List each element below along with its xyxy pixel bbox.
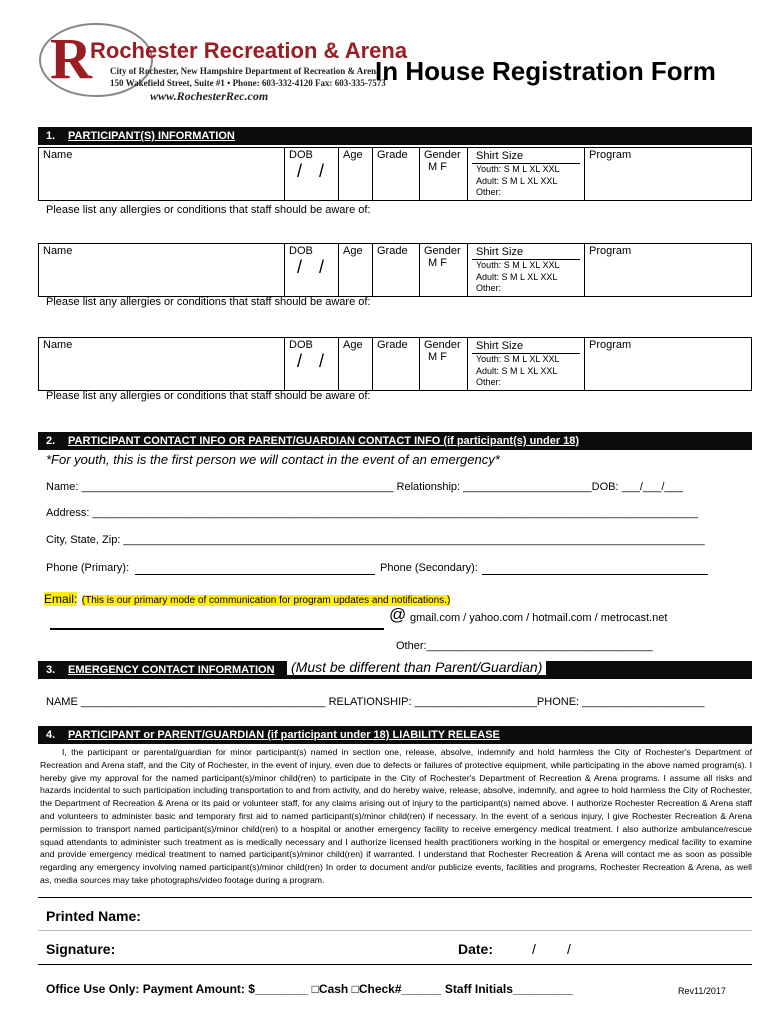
liability-paragraph: I, the participant or parental/guardian for minor participant(s) named in section one, release, absolve, indemnify and hold harmless the City of Rochester's Department of Recreation and Arena staff, and the City of Rochester, in the event of injury, even due to defects or failures of protective equipment, while participating in the above named program(s). I hereby give my approval for the named participant(s)/minor child(ren) to participate in the City of Rochester's Department of Recreation & Arena programs. I assume all risks and hazards incidental to such participation including transportation to and from activity, and do hereby waive, release, absolve, indemnify, and agree to hold harmless the City of Rochester, the Department of Recreation & Arena or its paid or volunteer staff, for any claims arising out of injury to the participant(s) named above. I authorize Rochester Recreation & Arena staff and volunteers to administer basic and temporary first aid to named participant(s)/minor child(ren) if necessary. In the event of a serious injury, I give Rochester Recreation & Arena permission to transport named participant(s)/minor child(ren) to a hospital or another emergency facility to receive emergency medical treatment. I also authorize ambulance/rescue squad attendants to administer such treatment as is medically necessary and I authorize licensed health practitioners working in the hospital or emergency medical facility to examine and provide emergency medical treatment to named participant(s)/minor child(ren) if warranted. I understand that Rochester Recreation & Arena will contact me as soon as possible regarding any emergency involving named participant(s)/minor child(ren) In order to document and/or publicize events, facilities and programs, Rochester Recreation & Arena, as well as, media sources may take photographs/video footage during a program.	[40, 747, 752, 885]
phone-secondary-label: Phone (Secondary):	[380, 562, 478, 574]
shirt-size-field[interactable]	[468, 148, 585, 201]
program-label: Program	[589, 245, 632, 257]
signature-box-bottom	[38, 964, 752, 965]
program-field[interactable]	[585, 338, 752, 391]
shirt-size-field[interactable]	[468, 338, 585, 391]
dob-label: DOB	[289, 149, 313, 161]
grade-label: Grade	[377, 339, 408, 351]
age-field[interactable]	[339, 338, 373, 391]
dob-label: DOB	[289, 245, 313, 257]
name-label: Name	[43, 149, 73, 161]
gender-label: Gender	[424, 339, 461, 351]
phone-primary-field[interactable]	[135, 574, 375, 575]
gender-field[interactable]	[420, 244, 468, 297]
dob-label: DOB	[289, 339, 313, 351]
shirt-adult: Adult: S M L XL XXL	[476, 271, 558, 282]
gender-options: M F	[428, 351, 447, 363]
dob-slashes: / /	[297, 257, 331, 277]
shirt-size-label: Shirt Size	[472, 149, 580, 164]
section2-number: 2.	[46, 435, 56, 447]
dob-field[interactable]	[285, 338, 339, 391]
section1-title: PARTICIPANT(S) INFORMATION	[68, 130, 235, 142]
logo-url: www.RochesterRec.com	[150, 89, 269, 103]
date-label[interactable]: Date:	[458, 941, 494, 957]
signature-label[interactable]: Signature:	[46, 941, 116, 957]
gender-label: Gender	[424, 149, 461, 161]
email-label: Email:	[44, 592, 78, 606]
grade-field[interactable]	[373, 148, 420, 201]
email-other-line[interactable]: Other:_____________________________________	[396, 640, 653, 652]
shirt-youth: Youth: S M L XL XXL	[476, 354, 560, 364]
participant-table-3	[38, 337, 752, 391]
shirt-youth: Youth: S M L XL XXL	[476, 260, 560, 270]
email-domains[interactable]: gmail.com / yahoo.com / hotmail.com / metrocast.net	[410, 612, 668, 624]
email-field[interactable]	[50, 628, 384, 630]
signature-box-top	[38, 897, 752, 898]
section4-header	[38, 726, 752, 744]
age-label: Age	[343, 339, 363, 351]
section1-number: 1.	[46, 130, 56, 142]
shirt-size-label: Shirt Size	[472, 339, 580, 354]
logo-subtitle: City of Rochester, New Hampshire Department of Recreation & Arena	[110, 66, 381, 76]
allergy-prompt-1[interactable]: Please list any allergies or conditions that staff should be aware of:	[46, 204, 371, 216]
liability-release-text	[40, 746, 752, 887]
grade-label: Grade	[377, 245, 408, 257]
signature-divider	[38, 930, 752, 931]
section1-header	[38, 127, 752, 145]
program-label: Program	[589, 149, 632, 161]
printed-name-label[interactable]: Printed Name:	[46, 908, 141, 924]
dob-field[interactable]	[285, 244, 339, 297]
name-field[interactable]	[39, 244, 285, 297]
section4-title: PARTICIPANT or PARENT/GUARDIAN (if participant under 18) LIABILITY RELEASE	[68, 729, 500, 741]
dob-slashes: / /	[297, 351, 331, 371]
gender-field[interactable]	[420, 148, 468, 201]
emergency-contact-line[interactable]: NAME ________________________________________ RELATIONSHIP: ____________________PHONE: ____________________	[46, 696, 705, 708]
emergency-contact-note: *For youth, this is the first person we will contact in the event of an emergency*	[46, 452, 500, 467]
office-use-line[interactable]: Office Use Only: Payment Amount: $________ □Cash □Check#______ Staff Initials_________	[46, 982, 573, 996]
allergy-prompt-2[interactable]: Please list any allergies or conditions that staff should be aware of:	[46, 296, 371, 308]
age-field[interactable]	[339, 148, 373, 201]
grade-field[interactable]	[373, 338, 420, 391]
contact-name-line[interactable]: Name: ___________________________________________________ Relationship: _____________________DOB: ___/___/___	[46, 481, 683, 493]
logo-address: 150 Wakefield Street, Suite #1 • Phone: 603-332-4120 Fax: 603-335-7573	[110, 78, 386, 88]
shirt-size-field[interactable]	[468, 244, 585, 297]
name-field[interactable]	[39, 338, 285, 391]
name-label: Name	[43, 245, 73, 257]
participant-table-2	[38, 243, 752, 297]
section3-note: (Must be different than Parent/Guardian)	[287, 659, 546, 675]
svg-text:R: R	[50, 26, 92, 91]
email-note: (This is our primary mode of communication for program updates and notifications.)	[81, 595, 451, 606]
allergy-prompt-3[interactable]: Please list any allergies or conditions that staff should be aware of:	[46, 390, 371, 402]
grade-field[interactable]	[373, 244, 420, 297]
logo-title: Rochester Recreation & Arena	[90, 38, 408, 63]
shirt-adult: Adult: S M L XL XXL	[476, 175, 558, 186]
date-slashes: / /	[532, 941, 571, 957]
age-label: Age	[343, 245, 363, 257]
gender-options: M F	[428, 257, 447, 269]
section3-title: EMERGENCY CONTACT INFORMATION	[68, 664, 275, 676]
phone-primary-label: Phone (Primary):	[46, 562, 130, 574]
dob-field[interactable]	[285, 148, 339, 201]
section2-header	[38, 432, 752, 450]
participant-table-1	[38, 147, 752, 201]
shirt-size-label: Shirt Size	[472, 245, 580, 260]
gender-label: Gender	[424, 245, 461, 257]
name-field[interactable]	[39, 148, 285, 201]
program-field[interactable]	[585, 148, 752, 201]
section4-number: 4.	[46, 729, 56, 741]
dob-slashes: / /	[297, 161, 331, 181]
program-field[interactable]	[585, 244, 752, 297]
address-line[interactable]: Address: ___________________________________________________________________________________________________	[46, 507, 699, 519]
shirt-other: Other:	[476, 187, 502, 197]
section2-title: PARTICIPANT CONTACT INFO OR PARENT/GUARDIAN CONTACT INFO (if participant(s) under 18)	[68, 435, 580, 447]
form-title: In House Registration Form	[375, 56, 716, 86]
shirt-adult: Adult: S M L XL XXL	[476, 365, 558, 376]
gender-field[interactable]	[420, 338, 468, 391]
revision-label: Rev11/2017	[678, 986, 726, 996]
grade-label: Grade	[377, 149, 408, 161]
age-field[interactable]	[339, 244, 373, 297]
age-label: Age	[343, 149, 363, 161]
phone-secondary-field[interactable]	[482, 574, 708, 575]
shirt-other: Other:	[476, 283, 502, 293]
shirt-other: Other:	[476, 377, 502, 387]
gender-options: M F	[428, 161, 447, 173]
program-label: Program	[589, 339, 632, 351]
city-state-zip-line[interactable]: City, State, Zip: _______________________________________________________________________________________________	[46, 534, 705, 546]
shirt-youth: Youth: S M L XL XXL	[476, 164, 560, 174]
at-symbol: @	[389, 605, 407, 624]
section3-number: 3.	[46, 664, 56, 676]
organization-logo	[38, 20, 408, 106]
name-label: Name	[43, 339, 73, 351]
